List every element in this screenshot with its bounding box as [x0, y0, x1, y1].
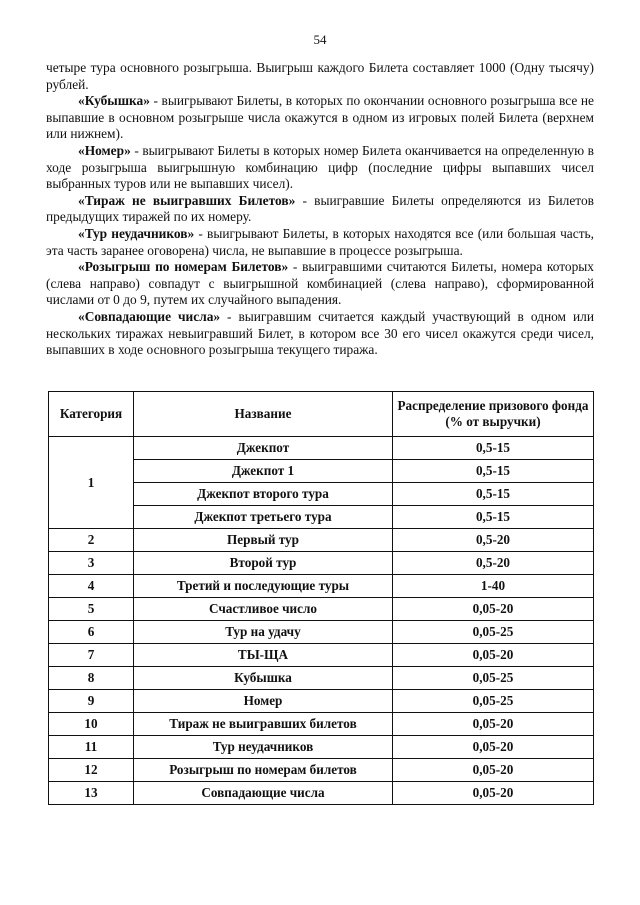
- paragraph: [46, 309, 594, 359]
- table-row: [49, 690, 594, 713]
- share-cell: 0,5-15: [393, 437, 594, 460]
- table-row: [49, 598, 594, 621]
- category-cell: 11: [49, 736, 134, 759]
- term: «Номер»: [78, 142, 131, 158]
- share-cell: 0,5-15: [393, 460, 594, 483]
- name-cell: Тираж не выигравших билетов: [134, 713, 393, 736]
- share-cell: 0,05-20: [393, 644, 594, 667]
- share-cell: 0,5-20: [393, 552, 594, 575]
- prize-distribution-table: [48, 391, 594, 805]
- paragraph: [46, 93, 594, 143]
- name-cell: Номер: [134, 690, 393, 713]
- name-cell: Тур на удачу: [134, 621, 393, 644]
- name-cell: ТЫ-ЩА: [134, 644, 393, 667]
- category-cell: 13: [49, 782, 134, 805]
- paragraph-text: - выигравшими считаются Билеты, номера которых (слева направо) совпадут с выигрышной комбинацией (слева направо), сформированной числами от 0 до 9, путем их случайного выпадения.: [46, 259, 594, 308]
- name-cell: Джекпот второго тура: [134, 483, 393, 506]
- category-cell: 2: [49, 529, 134, 552]
- name-cell: Второй тур: [134, 552, 393, 575]
- paragraph: [46, 193, 594, 226]
- name-cell: Третий и последующие туры: [134, 575, 393, 598]
- share-cell: 1-40: [393, 575, 594, 598]
- paragraph-text: - выигрывают Билеты в которых номер Билета оканчивается на определенную в ходе розыгрыша выигрышную комбинацию цифр (последние цифры выпавших чисел выбранных туров или не выпавших чисел).: [46, 142, 594, 192]
- term: «Тираж не выигравших Билетов»: [78, 192, 296, 208]
- paragraph: [46, 226, 594, 259]
- share-cell: 0,05-20: [393, 782, 594, 805]
- term: «Совпадающие числа»: [78, 308, 221, 324]
- category-cell: 7: [49, 644, 134, 667]
- category-cell: 8: [49, 667, 134, 690]
- category-cell: 12: [49, 759, 134, 782]
- paragraph-text: - выигрывают Билеты, в которых по окончании основного розыгрыша все не выпавшие в основном розыгрыше числа окажутся в одном из игровых полей Билета (верхнем или нижнем).: [46, 93, 594, 142]
- paragraph: [46, 60, 594, 93]
- table-row: [49, 575, 594, 598]
- table-header-row: [49, 392, 594, 437]
- share-cell: 0,05-25: [393, 690, 594, 713]
- share-cell: 0,5-20: [393, 529, 594, 552]
- table-row: [49, 529, 594, 552]
- name-cell: Джекпот: [134, 437, 393, 460]
- category-cell: 5: [49, 598, 134, 621]
- category-cell: 10: [49, 713, 134, 736]
- name-cell: Совпадающие числа: [134, 782, 393, 805]
- name-cell: Первый тур: [134, 529, 393, 552]
- table-row: [49, 782, 594, 805]
- share-cell: 0,05-25: [393, 621, 594, 644]
- category-cell: 6: [49, 621, 134, 644]
- category-cell: 1: [49, 437, 134, 529]
- paragraph-text: - выигрывают Билеты, в которых находятся все (или большая часть, эта часть заранее оговорена) числа, не выпавшие в процессе розыгрыша.: [46, 225, 594, 258]
- table-row: [49, 736, 594, 759]
- share-cell: 0,05-25: [393, 667, 594, 690]
- name-cell: Джекпот 1: [134, 460, 393, 483]
- share-cell: 0,5-15: [393, 506, 594, 529]
- table-row: [49, 667, 594, 690]
- term: «Розыгрыш по номерам Билетов»: [78, 259, 289, 275]
- paragraph-text: четыре тура основного розыгрыша. Выигрыш каждого Билета составляет 1000 (Одну тысячу) рублей.: [46, 60, 594, 92]
- page-number: 54: [313, 32, 327, 47]
- share-cell: 0,05-20: [393, 713, 594, 736]
- paragraph: [46, 259, 594, 309]
- table-row: [49, 644, 594, 667]
- share-cell: 0,05-20: [393, 598, 594, 621]
- category-cell: 9: [49, 690, 134, 713]
- name-cell: Тур неудачников: [134, 736, 393, 759]
- paragraph: [46, 143, 594, 193]
- table-row: [49, 437, 594, 460]
- header-category: Категория: [49, 392, 134, 437]
- table-row: [49, 552, 594, 575]
- term: «Тур неудачников»: [78, 225, 195, 241]
- name-cell: Джекпот третьего тура: [134, 506, 393, 529]
- paragraph-text: - выигравшие Билеты определяются из Билетов предыдущих тиражей по их номеру.: [46, 192, 594, 225]
- category-cell: 3: [49, 552, 134, 575]
- term: «Кубышка»: [78, 93, 150, 109]
- table-row: [49, 713, 594, 736]
- table-row: [49, 621, 594, 644]
- category-cell: 4: [49, 575, 134, 598]
- header-share: Распределение призового фонда (% от выручки): [393, 392, 594, 437]
- share-cell: 0,05-20: [393, 759, 594, 782]
- name-cell: Розыгрыш по номерам билетов: [134, 759, 393, 782]
- share-cell: 0,05-20: [393, 736, 594, 759]
- body-text: [46, 60, 594, 359]
- header-name: Название: [134, 392, 393, 437]
- table-row: [49, 759, 594, 782]
- name-cell: Кубышка: [134, 667, 393, 690]
- name-cell: Счастливое число: [134, 598, 393, 621]
- share-cell: 0,5-15: [393, 483, 594, 506]
- paragraph-text: - выигравшим считается каждый участвующий в одном или нескольких тиражах невыигравший Билет, в котором все 30 его чисел окажутся среди чисел, выпавших в ходе основного розыгрыша текущего тиража.: [46, 308, 594, 358]
